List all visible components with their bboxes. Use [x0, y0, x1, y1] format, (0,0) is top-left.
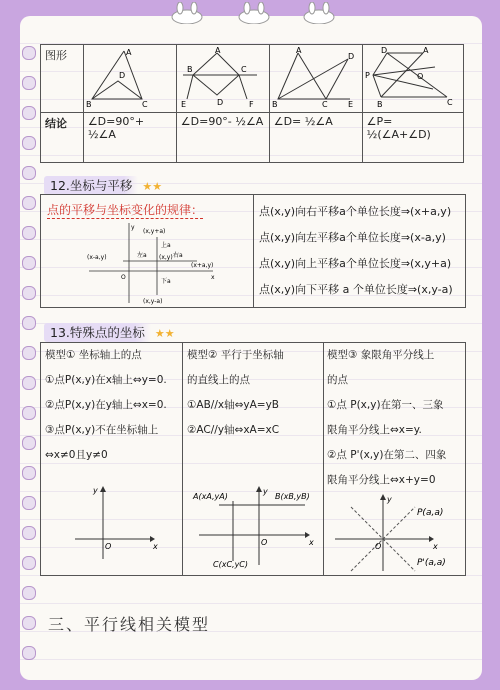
model-3-text: [327, 343, 463, 493]
star-icon: ★★: [154, 327, 175, 340]
diagram-left-move: 左a: [137, 252, 147, 259]
fig4-label-a: A: [422, 46, 429, 55]
conclusion-4: ∠P= ½(∠A+∠D): [362, 113, 463, 163]
m2-point-a: A(xA,yA): [193, 492, 228, 501]
model-3-line-2: 的点: [327, 374, 348, 386]
conclusion-3: ∠D= ½∠A: [269, 113, 362, 163]
m1-y-label: y: [93, 486, 98, 495]
m3-x-label: x: [433, 542, 438, 551]
model-2-text: [187, 343, 321, 443]
model-1-line-5: ⇔x≠0且y≠0: [45, 449, 108, 461]
fig3-label-b: B: [271, 100, 278, 109]
fig4-label-b: B: [376, 100, 383, 109]
model-1-axes: [71, 483, 161, 563]
model-1-line-1: 模型① 坐标轴上的点: [45, 349, 142, 361]
fig1-label-b: B: [85, 100, 92, 109]
row-label-figure: 图形: [41, 45, 84, 113]
diagram-y-axis: y: [131, 224, 135, 231]
translation-rule-title: 点的平移与坐标变化的规律：: [47, 203, 204, 217]
model-3-line-3: ①点 P(x,y)在第一、三象: [327, 399, 444, 411]
angle-model-table: [40, 44, 464, 163]
model-3-line-5: ②点 P'(x,y)在第二、四象: [327, 449, 447, 461]
m3-point-p-prime: P'(a,a): [417, 558, 446, 568]
model-2-line-2: 的直线上的点: [187, 374, 250, 386]
model-2-line-4: ②AC//y轴⇔xA=xC: [187, 424, 280, 436]
section-12-heading: [44, 176, 162, 194]
m2-origin: O: [261, 538, 268, 547]
diagram-bottom: (x,y-a): [143, 298, 163, 305]
fig4-label-p: P: [364, 71, 370, 80]
diagram-up: 上a: [161, 242, 171, 249]
m3-y-label: y: [387, 495, 392, 504]
model-1-text: [45, 343, 181, 468]
rule-left: 点(x,y)向左平移a个单位长度⇒(x-a,y): [259, 231, 446, 244]
diagram-x-axis: x: [211, 274, 215, 281]
m3-origin: O: [375, 542, 382, 551]
fig4-label-o: O: [416, 72, 423, 81]
model-2-axes: [189, 485, 319, 569]
m2-y-label: y: [263, 487, 268, 496]
section-13-heading: [44, 323, 175, 341]
m2-point-b: B(xB,yB): [275, 492, 310, 501]
rule-up: 点(x,y)向上平移a个单位长度⇒(x,y+a): [259, 257, 452, 270]
fig2-label-f: F: [248, 100, 254, 109]
model-1-line-2: ①点P(x,y)在x轴上⇔y=0.: [45, 374, 167, 386]
fig2-label-e: E: [180, 100, 186, 109]
fig3-label-a: A: [295, 46, 302, 55]
fig2-label-d: D: [216, 98, 223, 107]
figure-4: [362, 45, 463, 113]
fig2-label-c: C: [240, 65, 247, 74]
fig2-label-a: A: [214, 46, 221, 55]
diagram-top: (x,y+a): [143, 228, 166, 235]
model-2-line-3: ①AB//x轴⇔yA=yB: [187, 399, 279, 411]
binder-rings: [20, 46, 36, 680]
section-3-title: 三、平行线相关模型: [48, 615, 211, 634]
translation-diagram: [87, 221, 217, 305]
diagram-center: (x,y): [159, 254, 173, 261]
m1-origin: O: [105, 542, 112, 551]
fig4-label-c: C: [446, 98, 453, 107]
section-12-title: 12.坐标与平移: [44, 176, 138, 195]
m2-x-label: x: [309, 538, 314, 547]
section-13-title: 13.特殊点的坐标: [44, 323, 151, 342]
m2-point-c: C(xC,yC): [213, 560, 249, 569]
fig1-label-d: D: [118, 71, 125, 80]
fig3-label-d: D: [347, 52, 354, 61]
model-3-line-6: 限角平分线上⇔x+y=0: [327, 474, 436, 486]
figure-3: [269, 45, 362, 113]
model-2-line-1: 模型② 平行于坐标轴: [187, 349, 284, 361]
bunny-sticker-icon: [302, 2, 336, 24]
diagram-origin: O: [121, 274, 126, 281]
translation-box: [40, 194, 466, 308]
model-3-line-4: 限角平分线上⇔x=y.: [327, 424, 422, 436]
fig1-label-a: A: [125, 48, 132, 57]
fig4-label-d: D: [380, 46, 387, 55]
diagram-down: 下a: [161, 278, 171, 285]
fig3-label-e: E: [347, 100, 353, 109]
fig1-label-c: C: [141, 100, 148, 109]
diagram-right-move: 右a: [173, 252, 183, 259]
bunny-sticker-icon: [237, 2, 271, 24]
special-points-box: [40, 342, 466, 576]
m3-point-p: P(a,a): [417, 508, 444, 518]
model-3-axes: [331, 493, 463, 573]
figure-2: [176, 45, 269, 113]
row-label-conclusion: 结论: [41, 113, 84, 163]
star-icon: ★★: [142, 180, 163, 193]
model-1-line-4: ③点P(x,y)不在坐标轴上: [45, 424, 159, 436]
conclusion-2: ∠D=90°- ½∠A: [176, 113, 269, 163]
figure-1: [83, 45, 176, 113]
model-3-line-1: 模型③ 象限角平分线上: [327, 349, 435, 361]
diagram-left: (x-a,y): [87, 254, 107, 261]
rule-right: 点(x,y)向右平移a个单位长度⇒(x+a,y): [259, 205, 452, 218]
m1-x-label: x: [153, 542, 158, 551]
conclusion-1: ∠D=90°+ ½∠A: [83, 113, 176, 163]
fig2-label-b: B: [186, 65, 193, 74]
bunny-sticker-icon: [170, 2, 204, 24]
diagram-right: (x+a,y): [191, 262, 214, 269]
fig3-label-c: C: [321, 100, 328, 109]
rule-down: 点(x,y)向下平移 a 个单位长度⇒(x,y-a): [259, 283, 453, 296]
model-1-line-3: ②点P(x,y)在y轴上⇔x=0.: [45, 399, 167, 411]
